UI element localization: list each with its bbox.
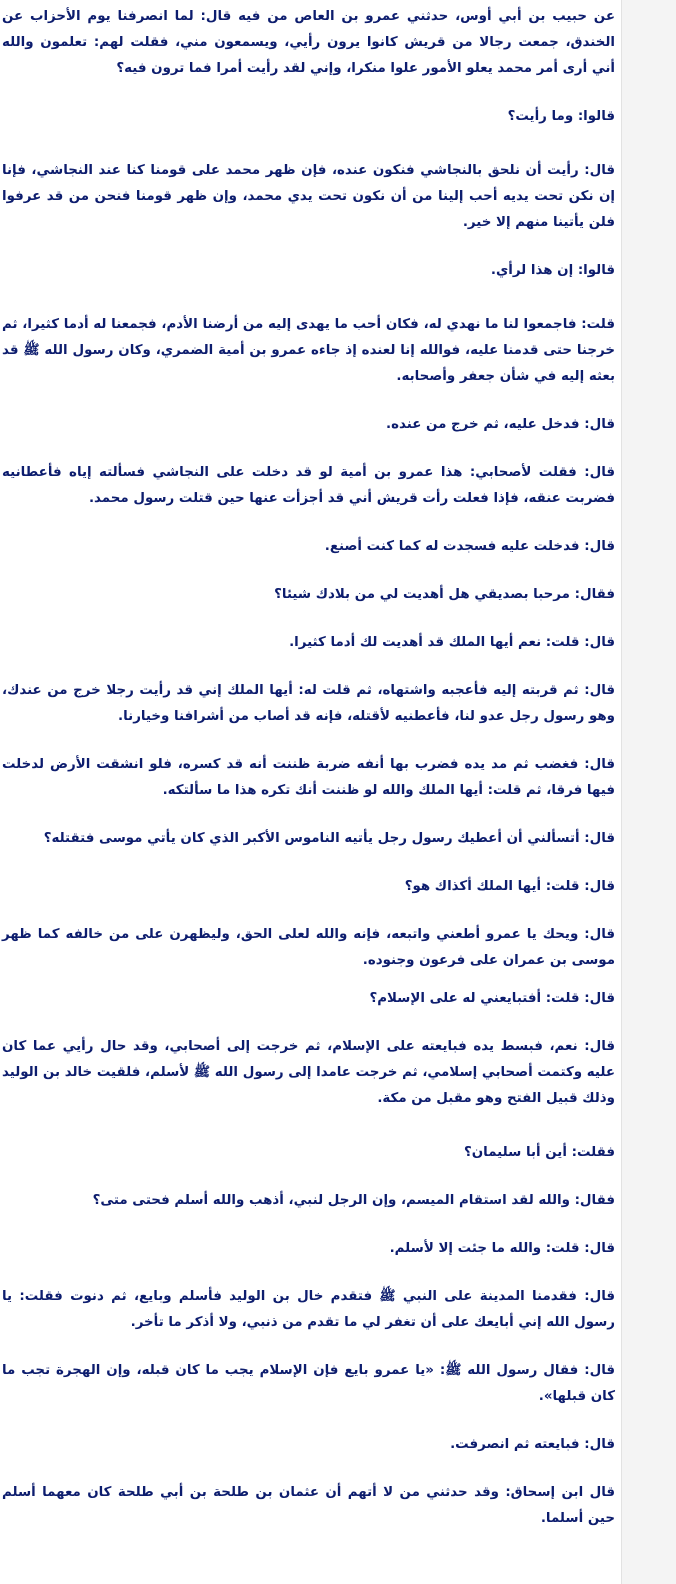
scrollbar-track[interactable]: [621, 0, 676, 1584]
paragraph-19: فقال: والله لقد استقام الميسم، وإن الرجل لنبي، أذهب والله أسلم فحتى متى؟: [92, 1193, 615, 1208]
paragraph-9: فقال: مرحبا بصديقي هل أهديت لي من بلادك شيئا؟: [274, 587, 615, 602]
paragraph-23: قال: فبايعته ثم انصرفت.: [450, 1437, 615, 1452]
paragraph-12: قال: فغضب ثم مد يده فضرب بها أنفه ضربة ظننت أنه قد كسره، فلو انشقت الأرض لدخلت فيها فرقا، ثم قلت: أيها الملك والله لو ظننت أنك تكره هذا ما سألتكه.: [2, 757, 615, 798]
paragraph-6: قال: فدخل عليه، ثم خرج من عنده.: [386, 417, 615, 432]
paragraph-18: فقلت: أين أبا سليمان؟: [463, 1145, 615, 1160]
paragraph-3: قال: رأيت أن نلحق بالنجاشي فنكون عنده، فإن ظهر محمد على قومنا كنا عند النجاشي، فإنا إن نكن تحت يديه أحب إلينا من أن نكون تحت يدي محمد، وإن ظهر قومنا فنحن من قد عرفوا فلن يأتينا منهم إلا خير.: [2, 163, 615, 230]
paragraph-16: قال: قلت: أفتبايعني له على الإسلام؟: [369, 991, 615, 1006]
paragraph-5: قلت: فاجمعوا لنا ما نهدي له، فكان أحب ما يهدى إليه من أرضنا الأدم، فجمعنا له أدما كثيرا، ثم خرجنا حتى قدمنا عليه، فوالله إنا لعنده إذ جاءه عمرو بن أمية الضمري، وكان رسول الله ﷺ قد بعثه إليه في شأن جعفر وأصحابه.: [2, 317, 615, 384]
paragraph-2: قالوا: وما رأيت؟: [507, 109, 615, 124]
paragraph-24: قال ابن إسحاق: وقد حدثني من لا أتهم أن عثمان بن طلحة بن أبي طلحة كان معهما أسلم حين أسلما.: [2, 1485, 615, 1526]
paragraph-7: قال: فقلت لأصحابي: هذا عمرو بن أمية لو قد دخلت على النجاشي فسألته إياه فأعطانيه فضربت عنقه، فإذا فعلت رأت قريش أني قد أجزأت عنها حين قتلت رسول محمد.: [2, 465, 615, 506]
paragraph-8: قال: فدخلت عليه فسجدت له كما كنت أصنع.: [324, 539, 615, 554]
paragraph-13: قال: أتسألني أن أعطيك رسول رجل يأتيه الناموس الأكبر الذي كان يأتي موسى فتقتله؟: [43, 831, 615, 846]
paragraph-14: قال: قلت: أيها الملك أكذاك هو؟: [404, 879, 615, 894]
paragraph-20: قال: قلت: والله ما جئت إلا لأسلم.: [389, 1241, 615, 1256]
paragraph-22: قال: فقال رسول الله ﷺ: «يا عمرو بايع فإن الإسلام يجب ما كان قبله، وإن الهجرة تجب ما كان قبلها».: [2, 1363, 615, 1404]
paragraph-17: قال: نعم، فبسط يده فبايعته على الإسلام، ثم خرجت إلى أصحابي، وقد حال رأيي عما كان عليه وكتمت أصحابي إسلامي، ثم خرجت عامدا إلى رسول الله ﷺ لأسلم، فلقيت خالد بن الوليد وذلك قبيل الفتح وهو مقبل من مكة.: [2, 1039, 615, 1106]
paragraph-11: قال: ثم قربته إليه فأعجبه واشتهاه، ثم قلت له: أيها الملك إني قد رأيت رجلا خرج من عندك، وهو رسول رجل عدو لنا، فأعطنيه لأقتله، فإنه قد أصاب من أشرافنا وخيارنا.: [2, 683, 615, 724]
paragraph-1: عن حبيب بن أبي أوس، حدثني عمرو بن العاص من فيه قال: لما انصرفنا يوم الأحزاب عن الخندق، جمعت رجالا من قريش كانوا يرون رأيي، ويسمعون مني، فقلت لهم: تعلمون والله أني أرى أمر محمد يعلو الأمور علوا منكرا، وإني لقد رأيت أمرا فما ترون فيه؟: [2, 9, 615, 76]
paragraph-4: قالوا: إن هذا لرأي.: [490, 263, 615, 278]
paragraph-15: قال: ويحك يا عمرو أطعني واتبعه، فإنه والله لعلى الحق، وليظهرن على من خالفه كما ظهر موسى بن عمران على فرعون وجنوده.: [2, 927, 615, 968]
paragraph-10: قال: قلت: نعم أيها الملك قد أهديت لك أدما كثيرا.: [289, 635, 615, 650]
paragraph-21: قال: فقدمنا المدينة على النبي ﷺ فتقدم خال بن الوليد فأسلم وبايع، ثم دنوت فقلت: يا رسول الله إني أبايعك على أن تغفر لي ما تقدم من ذنبي، ولا أذكر ما تأخر.: [2, 1289, 615, 1330]
